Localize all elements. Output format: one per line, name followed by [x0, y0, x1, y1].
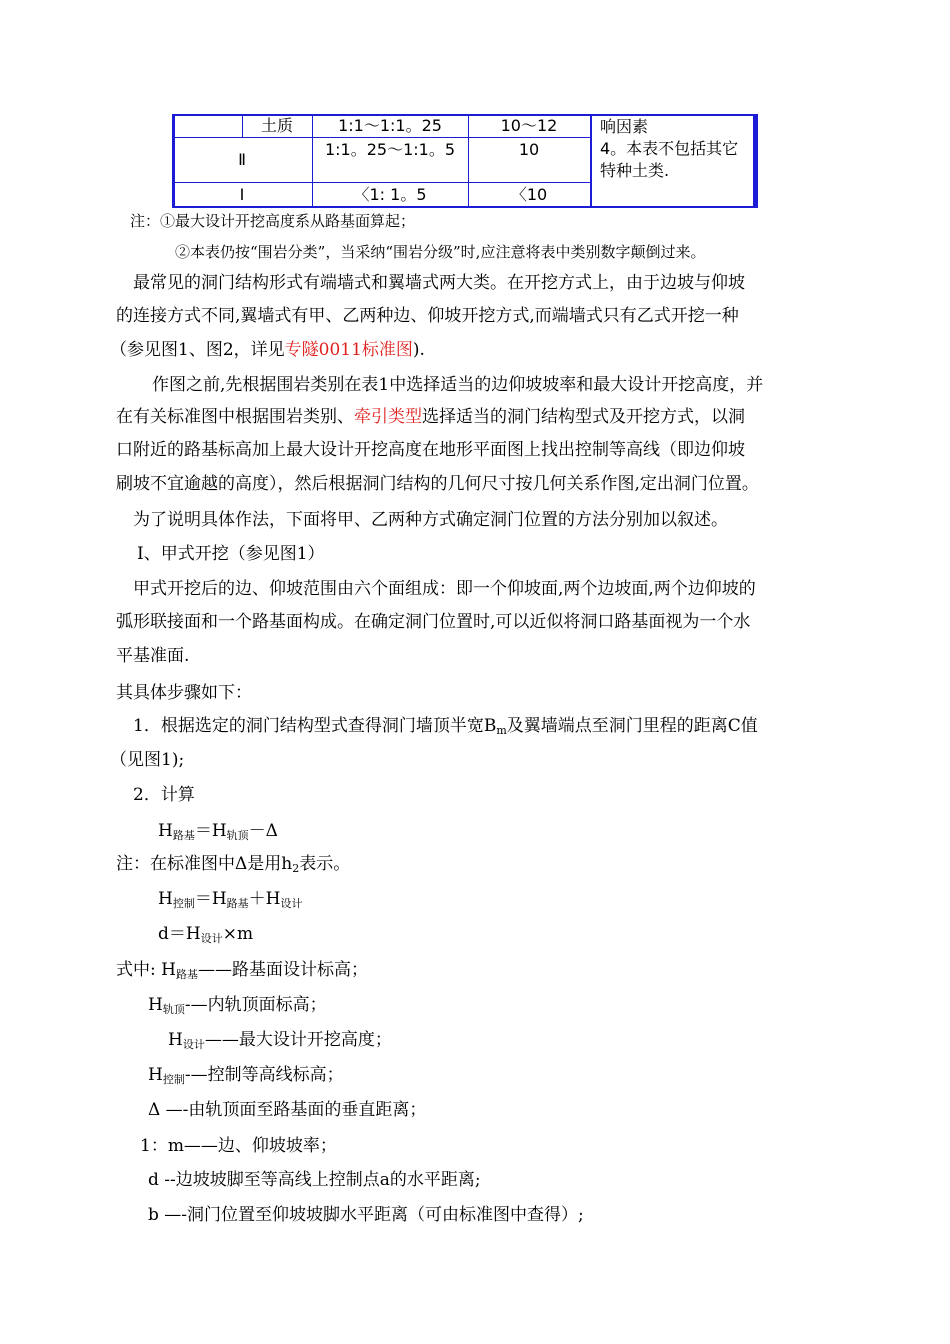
- table-row2-col1: Ⅱ: [238, 150, 246, 169]
- text: -—内轨顶面标高；: [184, 995, 327, 1015]
- definition-8: b —-洞门位置至仰坡坡脚水平距离（可由标准图中查得）;: [148, 1205, 584, 1225]
- definition-1: [116, 958, 368, 987]
- table-row2-col3: 1:1。25～1:1。5: [324, 140, 456, 159]
- definition-4: [148, 1063, 344, 1092]
- text: ——路基面设计标高；: [197, 960, 368, 980]
- subscript: 控制: [172, 897, 195, 910]
- subscript: 设计: [200, 932, 223, 945]
- subscript: 轨顶: [162, 1003, 185, 1016]
- paragraph-line: 甲式开挖后的边、仰坡范围由六个面组成：即一个仰坡面,两个边坡面,两个边仰坡的: [133, 579, 756, 599]
- text: 注：在标准图中Δ是用h: [116, 854, 293, 874]
- table-note-2: ②本表仍按“围岩分类”，当采纳“围岩分级”时,应注意将表中类别数字颠倒过来。: [175, 243, 706, 261]
- definition-7: d --边坡坡脚至等高线上控制点a的水平距离;: [148, 1170, 481, 1190]
- text: 表示。: [299, 854, 351, 874]
- subscript: 路基: [172, 829, 195, 842]
- text: -—控制等高线标高；: [184, 1065, 344, 1085]
- text: 1．根据选定的洞门结构型式查得洞门墙顶半宽B: [133, 716, 497, 736]
- paragraph-line: 刷坡不宜逾越的高度），然后根据洞门结构的几何尺寸按几何关系作图,定出洞门位置。: [116, 474, 759, 494]
- text: ＝H: [194, 889, 227, 909]
- paragraph-line: 口附近的路基标高加上最大设计开挖高度在地形平面图上找出控制等高线（即边仰坡: [116, 440, 745, 460]
- paragraph-line: 平基准面.: [116, 646, 190, 666]
- definition-5: Δ —-由轨顶面至路基面的垂直距离；: [148, 1100, 427, 1120]
- subscript: m: [496, 724, 507, 737]
- step-2: 2．计算: [133, 785, 195, 805]
- subscript: 路基: [175, 968, 198, 981]
- subscript: 2: [292, 862, 300, 875]
- subscript: 设计: [280, 897, 303, 910]
- subscript: 控制: [162, 1073, 185, 1086]
- note-3: [116, 852, 350, 881]
- text: d＝H: [158, 924, 201, 944]
- definition-2: [148, 993, 327, 1022]
- table-note-1: 注：①最大设计开挖高度系从路基面算起；: [130, 212, 416, 230]
- table-note-line: 响因素: [600, 117, 649, 136]
- formula-2: [158, 887, 302, 916]
- paragraph-line: 最常见的洞门结构形式有端墙式和翼墙式两大类。在开挖方式上，由于边坡与仰坡: [133, 273, 745, 293]
- steps-intro: 其具体步骤如下：: [116, 683, 252, 703]
- subscript: 设计: [182, 1038, 205, 1051]
- section-heading: Ⅰ、甲式开挖（参见图1）: [137, 544, 325, 564]
- traction-type-link[interactable]: 牵引类型: [354, 407, 422, 427]
- table-note-line: 4。本表不包括其它: [600, 139, 739, 158]
- table-row2-col4: 10: [518, 140, 540, 159]
- step-1-cont: （见图1);: [110, 750, 185, 770]
- table-row3-col3: 〈1: 1。5: [353, 185, 427, 204]
- formula-3: [158, 922, 253, 951]
- paragraph-line: 为了说明具体作法，下面将甲、乙两种方式确定洞门位置的方法分别加以叙述。: [133, 510, 728, 530]
- text: H: [158, 889, 173, 909]
- text: ——最大设计开挖高度；: [204, 1030, 392, 1050]
- text: －Δ: [248, 821, 278, 841]
- text: H: [148, 995, 163, 1015]
- text: ＋H: [248, 889, 281, 909]
- definition-3: [168, 1028, 392, 1057]
- table-row1-col3: 1:1～1:1。25: [338, 116, 442, 135]
- text: ×m: [222, 924, 254, 944]
- paragraph-line: 作图之前,先根据围岩类别在表1中选择适当的边仰坡坡率和最大设计开挖高度，并: [152, 375, 764, 395]
- text: H: [158, 821, 173, 841]
- table-row1-col2: 土质: [260, 116, 293, 135]
- table-row1-col4: 10～12: [500, 116, 558, 135]
- table-row3-col4: 〈10: [510, 185, 548, 204]
- text: H: [148, 1065, 163, 1085]
- definition-6: 1：m——边、仰坡坡率；: [140, 1136, 337, 1156]
- text: ＝H: [194, 821, 227, 841]
- text: 及翼墙端点至洞门里程的距离C值: [506, 716, 758, 736]
- text: 选择适当的洞门结构型式及开挖方式，以洞: [422, 407, 745, 427]
- paragraph-line: [116, 405, 745, 429]
- soil-table: [172, 112, 760, 210]
- text: H: [168, 1030, 183, 1050]
- paragraph-line: 的连接方式不同,翼墙式有甲、乙两种边、仰坡开挖方式,而端墙式只有乙式开挖一种: [116, 306, 739, 326]
- paragraph-line: [110, 338, 425, 362]
- text: 在有关标准图中根据围岩类别、: [116, 407, 354, 427]
- formula-1: [158, 819, 278, 848]
- table-divider: [172, 137, 592, 138]
- text: 式中: H: [116, 960, 176, 980]
- subscript: 路基: [226, 897, 249, 910]
- table-note-cell: [600, 116, 756, 182]
- table-row3-col1: Ⅰ: [239, 185, 245, 204]
- table-divider: [172, 182, 592, 183]
- text: ).: [412, 340, 425, 360]
- step-1: [133, 714, 758, 743]
- standard-drawing-link[interactable]: 专隧0011标准图: [284, 340, 413, 360]
- subscript: 轨顶: [226, 829, 249, 842]
- paragraph-line: 弧形联接面和一个路基面构成。在确定洞门位置时,可以近似将洞口路基面视为一个水: [116, 612, 751, 632]
- text: （参见图1、图2，详见: [110, 340, 285, 360]
- table-note-line: 特种土类.: [600, 161, 670, 180]
